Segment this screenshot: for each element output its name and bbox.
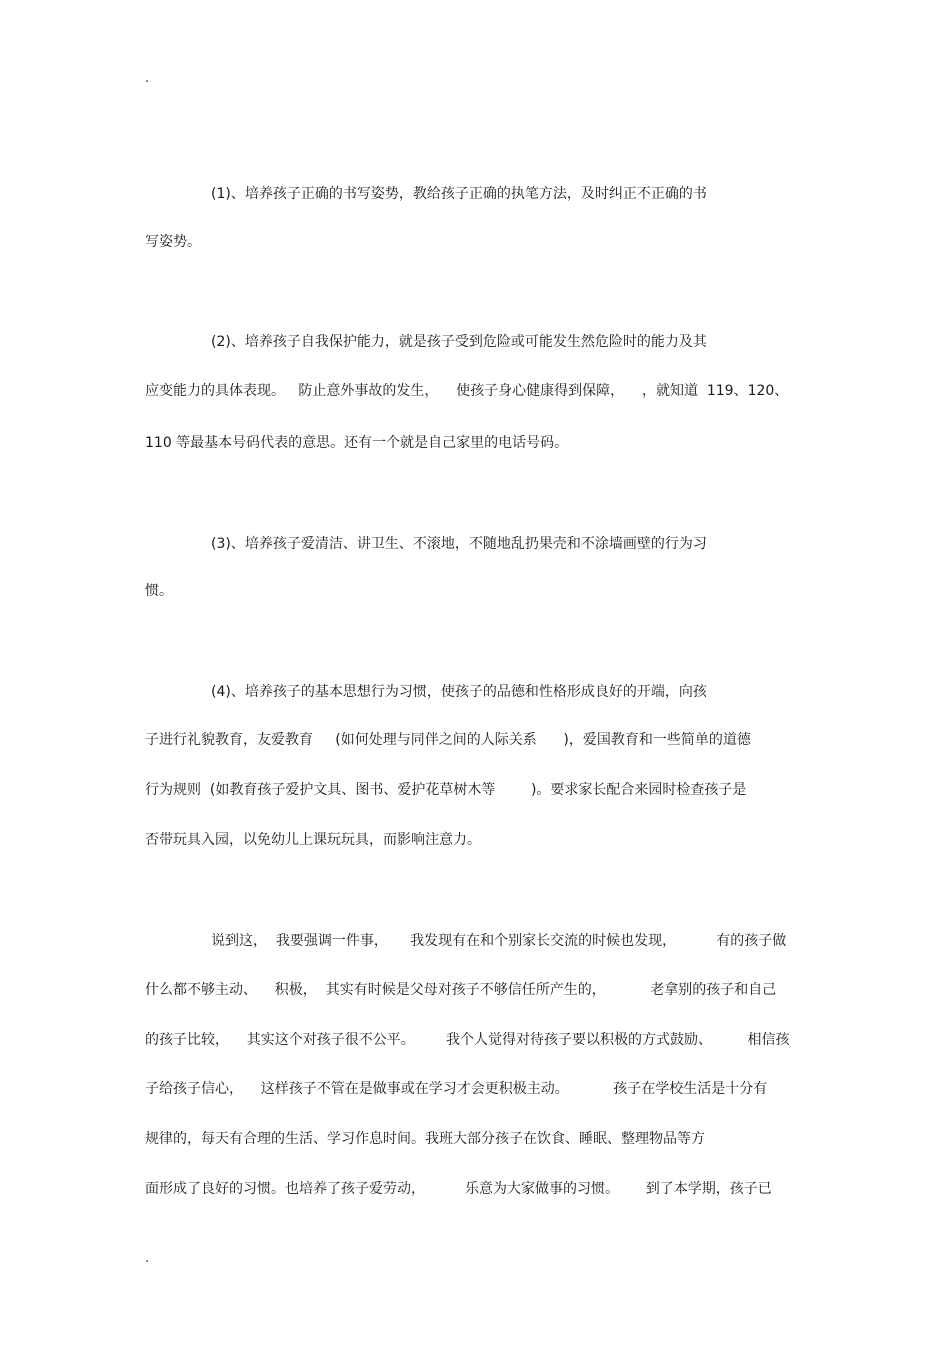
paragraph-2-line-2: 应变能力的具体表现。 防止意外事故的发生， 使孩子身心健康得到保障， ，就知道 119、120、: [145, 383, 789, 399]
page-header-marker: .: [145, 71, 150, 86]
paragraph-5-line-1: 说到这， 我要强调一件事， 我发现有在和个别家长交流的时候也发现， 有的孩子做: [211, 933, 787, 949]
paragraph-5-line-2: 什么都不够主动、 积极， 其实有时候是父母对孩子不够信任所产生的， 老拿别的孩子和自己: [145, 982, 777, 998]
paragraph-2-line-3: 110 等最基本号码代表的意思。还有一个就是自己家里的电话号码。: [145, 435, 569, 451]
paragraph-5-line-5: 规律的，每天有合理的生活、学习作息时间。我班大部分孩子在饮食、睡眠、整理物品等方: [145, 1131, 705, 1147]
paragraph-2-line-1: (2)、培养孩子自我保护能力，就是孩子受到危险或可能发生然危险时的能力及其: [211, 334, 707, 350]
paragraph-5-line-3: 的孩子比较， 其实这个对孩子很不公平。 我个人觉得对待孩子要以积极的方式鼓励、 相信孩: [145, 1032, 790, 1048]
paragraph-4-line-3: 行为规则 (如教育孩子爱护文具、图书、爱护花草树木等 )。要求家长配合来园时检查孩子是: [145, 782, 747, 798]
paragraph-1-line-1: (1)、培养孩子正确的书写姿势，教给孩子正确的执笔方法，及时纠正不正确的书: [211, 186, 707, 202]
paragraph-4-line-4: 否带玩具入园，以免幼儿上课玩玩具，而影响注意力。: [145, 832, 481, 848]
paragraph-4-line-2: 子进行礼貌教育，友爱教育 (如何处理与同伴之间的人际关系 )，爱国教育和一些简单的道德: [145, 732, 751, 748]
paragraph-5-line-4: 子给孩子信心， 这样孩子不管在是做事或在学习才会更积极主动。 孩子在学校生活是十分有: [145, 1081, 768, 1097]
paragraph-4-line-1: (4)、培养孩子的基本思想行为习惯，使孩子的品德和性格形成良好的开端，向孩: [211, 684, 707, 700]
page-footer-marker: .: [145, 1251, 150, 1266]
paragraph-3-line-2: 惯。: [145, 583, 173, 599]
paragraph-5-line-6: 面形成了良好的习惯。也培养了孩子爱劳动， 乐意为大家做事的习惯。 到了本学期，孩子已: [145, 1181, 772, 1197]
paragraph-3-line-1: (3)、培养孩子爱清洁、讲卫生、不滚地，不随地乱扔果壳和不涂墙画壁的行为习: [211, 536, 707, 552]
paragraph-1-line-2: 写姿势。: [145, 234, 201, 250]
